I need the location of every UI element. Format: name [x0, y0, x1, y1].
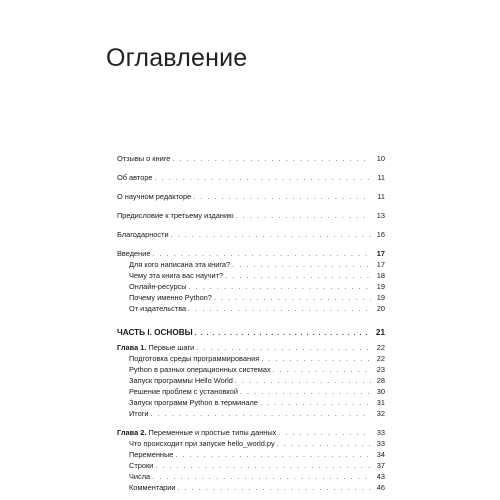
toc-subentry[interactable]	[117, 281, 385, 292]
toc-entry-page: 46	[376, 483, 385, 492]
toc-entry-page: 22	[376, 343, 385, 352]
toc-entry-label	[117, 427, 276, 438]
dot-leader	[195, 328, 371, 339]
toc-entry-page: 17	[376, 260, 385, 269]
toc-entry-label: Комментарии	[129, 483, 176, 492]
dot-leader	[232, 260, 371, 271]
toc-entry-page: 33	[376, 428, 385, 437]
toc-entry-label: От издательства	[129, 304, 187, 313]
toc-entry-page: 31	[376, 398, 385, 407]
toc-subentry[interactable]	[117, 364, 385, 375]
toc-entry-label: ЧАСТЬ I. ОСНОВЫ	[117, 328, 193, 337]
dot-leader	[225, 271, 371, 282]
page-title: Оглавление	[106, 44, 248, 72]
dot-leader	[193, 192, 371, 203]
toc-subentry[interactable]	[117, 438, 385, 449]
toc-entry[interactable]	[117, 191, 385, 202]
toc-entry-label: Об авторе	[117, 173, 153, 182]
toc-entry-page: 34	[376, 450, 385, 459]
toc-entry-label: Онлайн-ресурсы	[129, 282, 187, 291]
toc-subentry[interactable]	[117, 397, 385, 408]
chapter-title: Первые шаги	[148, 343, 195, 352]
toc-entry-label	[117, 342, 194, 353]
toc-entry-page: 43	[376, 472, 385, 481]
toc-entry-label: Чему эта книга вас научит?	[129, 271, 224, 280]
toc-entry-page: 19	[376, 293, 385, 302]
dot-leader	[178, 483, 371, 494]
chapter-number: Глава 1.	[117, 343, 147, 352]
dot-leader	[152, 472, 371, 483]
toc-entry[interactable]	[117, 153, 385, 164]
toc-entry-label: Итоги	[129, 409, 149, 418]
toc-entry-label: Решение проблем с установкой	[129, 387, 238, 396]
toc-entry-label: Отзывы о книге	[117, 154, 171, 163]
toc-entry-page: 18	[376, 271, 385, 280]
table-of-contents	[117, 153, 385, 493]
dot-leader	[172, 154, 371, 165]
dot-leader	[188, 304, 371, 315]
toc-entry-page: 19	[376, 282, 385, 291]
toc-entry-page: 28	[376, 376, 385, 385]
toc-entry-label: Что происходит при запуске hello_world.py	[129, 439, 275, 448]
dot-leader	[189, 282, 371, 293]
toc-part-heading[interactable]	[117, 327, 385, 338]
dot-leader	[175, 450, 371, 461]
toc-entry-label: Предисловие к третьему изданию	[117, 211, 234, 220]
dot-leader	[278, 428, 371, 439]
toc-subentry[interactable]	[117, 259, 385, 270]
dot-leader	[171, 230, 371, 241]
toc-chapter[interactable]	[117, 342, 385, 353]
toc-subentry[interactable]	[117, 303, 385, 314]
toc-entry[interactable]	[117, 229, 385, 240]
toc-entry-page: 17	[376, 249, 385, 258]
chapter-title: Переменные и простые типы данных	[148, 428, 277, 437]
dot-leader	[151, 409, 371, 420]
toc-entry-page: 32	[376, 409, 385, 418]
toc-subentry[interactable]	[117, 408, 385, 419]
dot-leader	[260, 398, 371, 409]
toc-entry-label: Почему именно Python?	[129, 293, 212, 302]
dot-leader	[277, 439, 371, 450]
toc-entry-page: 30	[376, 387, 385, 396]
toc-entry-label: Для кого написана эта книга?	[129, 260, 231, 269]
toc-chapter[interactable]	[117, 427, 385, 438]
toc-entry-page: 37	[376, 461, 385, 470]
toc-subentry[interactable]	[117, 353, 385, 364]
dot-leader	[261, 354, 371, 365]
toc-entry-label: Подготовка среды программирования	[129, 354, 260, 363]
toc-entry-page: 11	[377, 192, 385, 201]
dot-leader	[273, 365, 371, 376]
toc-entry-page: 10	[376, 154, 385, 163]
toc-entry[interactable]	[117, 172, 385, 183]
toc-subentry[interactable]	[117, 270, 385, 281]
toc-subentry[interactable]	[117, 471, 385, 482]
toc-entry-label: Благодарности	[117, 230, 169, 239]
toc-entry-page: 23	[376, 365, 385, 374]
toc-entry-label: Строки	[129, 461, 154, 470]
toc-entry-label: Запуск программ Python в терминале	[129, 398, 258, 407]
dot-leader	[155, 173, 371, 184]
toc-entry-page: 13	[376, 211, 385, 220]
toc-entry-page: 16	[376, 230, 385, 239]
dot-leader	[235, 376, 371, 387]
toc-subentry[interactable]	[117, 449, 385, 460]
toc-entry-label: Python в разных операционных системах	[129, 365, 271, 374]
toc-subentry[interactable]	[117, 292, 385, 303]
dot-leader	[240, 387, 371, 398]
chapter-number: Глава 2.	[117, 428, 147, 437]
toc-entry[interactable]	[117, 210, 385, 221]
dot-leader	[214, 293, 371, 304]
toc-entry-label: Числа	[129, 472, 151, 481]
toc-entry-page: 20	[376, 304, 385, 313]
toc-subentry[interactable]	[117, 386, 385, 397]
dot-leader	[155, 461, 371, 472]
toc-entry-label: Запуск программы Hello World	[129, 376, 233, 385]
dot-leader	[236, 211, 371, 222]
toc-subentry[interactable]	[117, 460, 385, 471]
toc-entry-page: 21	[375, 328, 385, 337]
toc-entry-page: 33	[376, 439, 385, 448]
toc-entry-label: О научном редакторе	[117, 192, 192, 201]
toc-subentry[interactable]	[117, 482, 385, 493]
toc-entry-page: 11	[377, 173, 385, 182]
toc-subentry[interactable]	[117, 375, 385, 386]
toc-entry-introduction[interactable]	[117, 248, 385, 259]
toc-entry-label: Введение	[117, 249, 151, 258]
toc-entry-label: Переменные	[129, 450, 174, 459]
toc-entry-page: 22	[376, 354, 385, 363]
